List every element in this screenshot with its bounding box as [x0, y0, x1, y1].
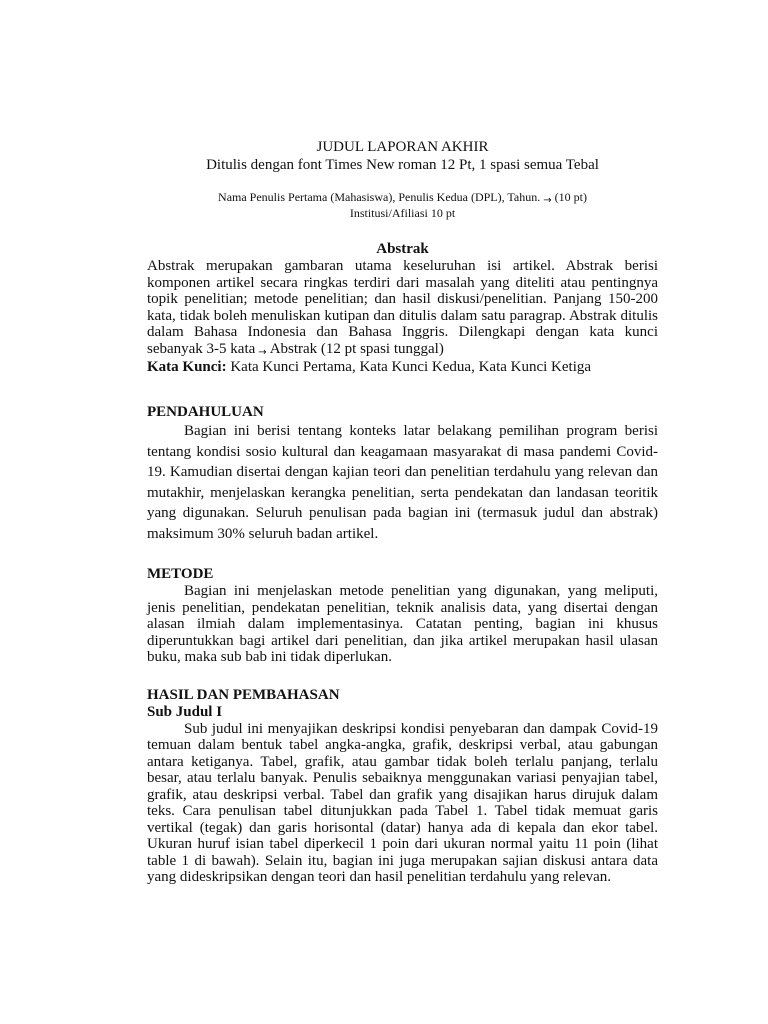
- keywords-value: Kata Kunci Pertama, Kata Kunci Kedua, Kata Kunci Ketiga: [230, 359, 592, 375]
- subsection-heading: Sub Judul I: [147, 703, 223, 720]
- abstract-heading: Abstrak: [376, 241, 429, 257]
- section-body-metode: Bagian ini menjelaskan metode penelitian yang digunakan, yang meliputi, jenis penelitian, pendekatan penelitian, teknik analisis data, yang disertai dengan alasan ilmiah dalam implementasinya. Catatan penting, bagian ini khusus diperuntukkan bagi artikel dari penelitian, dan jika artikel merupakan hasil ulasan buku, maka sub bab ini tidak diperlukan.: [147, 583, 658, 665]
- section-heading-hasil: HASIL DAN PEMBAHASAN: [147, 686, 340, 703]
- document-page: [147, 138, 658, 886]
- right-arrow-icon: →: [258, 346, 267, 358]
- right-arrow-icon: →: [543, 195, 552, 206]
- document-subtitle: Ditulis dengan font Times New roman 12 Pt, 1 spasi semua Tebal: [206, 157, 599, 173]
- document-title: JUDUL LAPORAN AKHIR: [316, 139, 489, 155]
- section-heading-pendahuluan: PENDAHULUAN: [147, 404, 264, 420]
- section-heading-metode: METODE: [147, 566, 214, 582]
- author-line: [147, 190, 658, 206]
- abstract-text: Abstrak merupakan gambaran utama keseluruhan isi artikel. Abstrak berisi komponen artikel secara ringkas terdiri dari masalah yang diteliti atau pentingnya topik penelitian; metode penelitian; dan hasil diskusi/penelitian. Panjang 150-200 kata, tidak boleh menuliskan kutipan dan ditulis dalam satu paragrap. Abstrak ditulis dalam Bahasa Indonesia dan Bahasa Inggris. Dilengkapi dengan kata kunci sebanyak 3-5 kata: [147, 258, 658, 357]
- institution-line: Institusi/Afiliasi 10 pt: [349, 206, 456, 220]
- section-body-pendahuluan: Bagian ini berisi tentang konteks latar belakang pemilihan program berisi tentang kondisi sosio kultural dan keagamaan masyarakat di masa pandemi Covid-19. Kamudian disertai dengan kajian teori dan penelitian terdahulu yang relevan dan mutakhir, menjelaskan kerangka penelitian, serta pendekatan dan landasan teoritik yang digunakan. Seluruh penulisan pada bagian ini (termasuk judul dan abstrak) maksimum 30% seluruh badan artikel.: [147, 423, 658, 542]
- section-body-hasil: Sub judul ini menyajikan deskripsi kondisi penyebaran dan dampak Covid-19 temuan dalam bentuk tabel angka-angka, grafik, deskripsi verbal, atau gabungan antara ketiganya. Tabel, grafik, atau gambar tidak boleh terlalu panjang, terlalu besar, atau terlalu banyak. Penulis sebaiknya menggunakan variasi penyajian tabel, grafik, atau deskripsi verbal. Tabel dan grafik yang disajikan harus dirujuk dalam teks. Cara penulisan tabel ditunjukkan pada Tabel 1. Tabel tidak memuat garis vertikal (tegak) dan garis horisontal (datar) hanya ada di kepala dan ekor tabel. Ukuran huruf isian tabel diperkecil 1 poin dari ukuran normal yaitu 11 poin (lihat table 1 di bawah). Selain itu, bagian ini juga merupakan sajian diskusi antara data yang dideskripsikan dengan teori dan hasil penelitian terdahulu yang relevan.: [147, 720, 658, 885]
- abstract-body: [147, 258, 658, 359]
- author-names: Nama Penulis Pertama (Mahasiswa), Penulis Kedua (DPL), Tahun.: [218, 190, 541, 204]
- abstract-note: Abstrak (12 pt spasi tunggal): [269, 340, 444, 357]
- keywords-line: [147, 359, 658, 376]
- keywords-label: Kata Kunci:: [147, 359, 227, 375]
- author-note: (10 pt): [554, 190, 587, 204]
